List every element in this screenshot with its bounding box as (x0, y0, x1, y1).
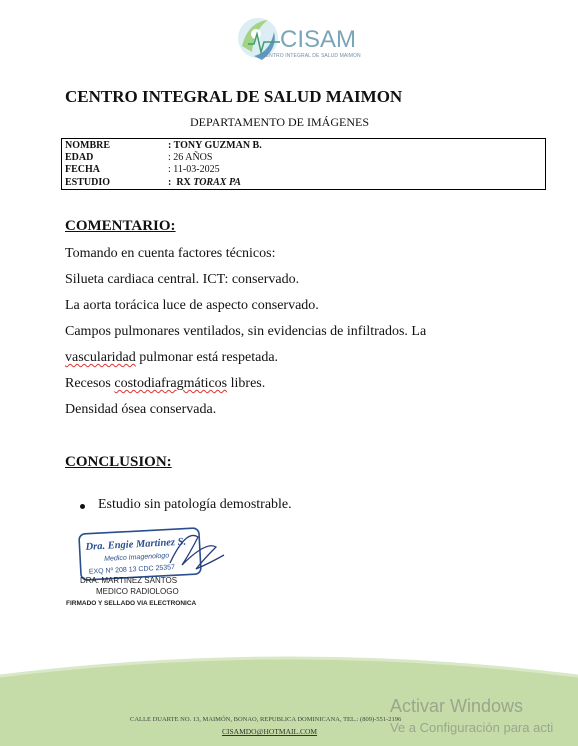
conclusion-text: Estudio sin patología demostrable. (98, 497, 292, 512)
comentario-line: La aorta torácica luce de aspecto conservado. (65, 298, 319, 313)
footer-email[interactable]: CISAMDO@HOTMAIL.COM (222, 727, 318, 736)
doctor-role: MEDICO RADIOLOGO (96, 587, 179, 596)
comentario-heading: COMENTARIO: (65, 218, 176, 234)
stamp-line2: Medico Imagenologo (104, 552, 170, 563)
misspelled-word: vascularidad (65, 350, 136, 365)
line-text: libres. (230, 376, 266, 391)
stamp-line3: EXQ Nº 208 13 CDC 25357 (88, 564, 176, 576)
patient-value: : 11-03-2025 (168, 164, 220, 175)
signature-note: FIRMADO Y SELLADO VIA ELECTRONICA (66, 600, 197, 607)
misspelled-word: costodiafragmáticos (114, 376, 228, 391)
footer-address: CALLE DUARTE NO. 13, MAIMÓN, BONAO, REPUBLICA DOMINICANA, TEL.: (809)-551-2196 (130, 716, 402, 723)
department-label: DEPARTAMENTO DE IMÁGENES (190, 115, 369, 129)
patient-info-box (61, 138, 546, 190)
comentario-line (65, 376, 265, 392)
logo-name: CISAM (280, 26, 357, 53)
bullet-icon (80, 504, 85, 509)
line-text: Recesos (65, 376, 111, 391)
study-name: TORAX PA (193, 177, 241, 188)
patient-label: EDAD (65, 152, 94, 163)
activation-watermark-title: Activar Windows (390, 696, 524, 716)
stamp-line1: Dra. Engie Martinez S. (85, 536, 187, 553)
comentario-line: Silueta cardiaca central. ICT: conservado. (65, 272, 300, 287)
patient-value: : 26 AÑOS (168, 152, 213, 163)
comentario-line: Tomando en cuenta factores técnicos: (65, 246, 276, 261)
logo-subtitle: CENTRO INTEGRAL DE SALUD MAIMON (262, 53, 361, 59)
study-prefix: : RX (168, 177, 194, 188)
activation-watermark-subtitle: Ve a Configuración para acti (390, 720, 554, 735)
patient-value: : TONY GUZMAN B. (168, 140, 262, 151)
comentario-line (65, 350, 278, 366)
report-title: CENTRO INTEGRAL DE SALUD MAIMON (65, 87, 403, 106)
conclusion-heading: CONCLUSION: (65, 454, 172, 470)
patient-label: ESTUDIO (65, 177, 111, 188)
patient-label: NOMBRE (65, 140, 110, 151)
patient-label: FECHA (65, 164, 100, 175)
cisam-logo (234, 12, 364, 68)
line-text: pulmonar está respetada. (139, 350, 279, 365)
patient-value (168, 177, 241, 189)
comentario-line: Campos pulmonares ventilados, sin evidencias de infiltrados. La (65, 324, 427, 339)
comentario-line: Densidad ósea conservada. (65, 402, 217, 417)
doctor-name: DRA. MARTINEZ SANTOS (80, 576, 178, 585)
